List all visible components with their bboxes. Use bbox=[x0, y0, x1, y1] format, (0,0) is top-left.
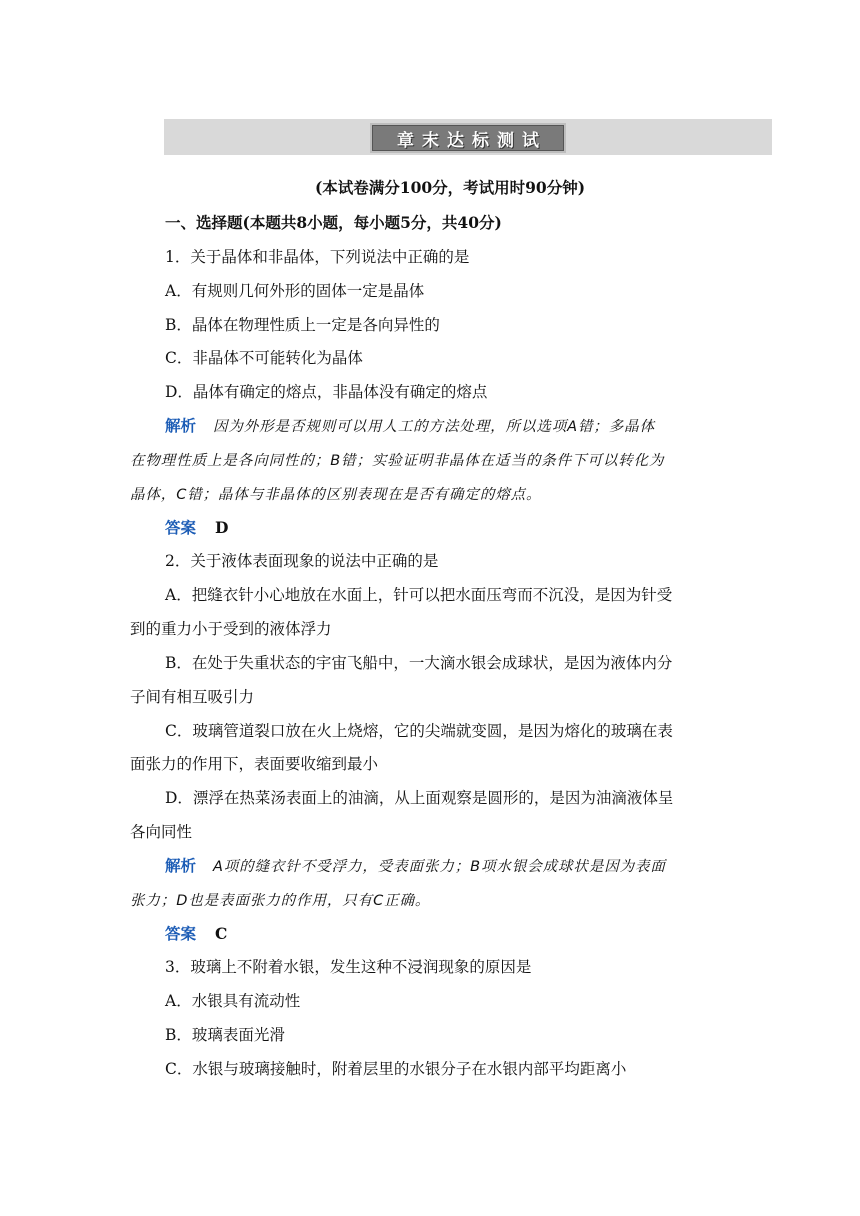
question-2-option-c: C．玻璃管道裂口放在火上烧熔，它的尖端就变圆，是因为熔化的玻璃在表 bbox=[165, 722, 673, 740]
question-1-stem: 1．关于晶体和非晶体，下列说法中正确的是 bbox=[165, 248, 470, 266]
question-3-option-c: C．水银与玻璃接触时，附着层里的水银分子在水银内部平均距离小 bbox=[165, 1060, 627, 1078]
question-1-option-c: C．非晶体不可能转化为晶体 bbox=[165, 349, 363, 367]
question-2-analysis-line bbox=[130, 888, 740, 913]
analysis-text: 因为外形是否规则可以用人工的方法处理，所以选项A错；多晶体 bbox=[212, 419, 655, 435]
exam-subtitle: (本试卷满分100分，考试用时90分钟) bbox=[314, 178, 586, 197]
question-3-option-b: B．玻璃表面光滑 bbox=[165, 1026, 285, 1044]
question-2-answer bbox=[165, 922, 775, 946]
banner-title-box bbox=[370, 123, 566, 153]
question-2-option-c-cont: 面张力的作用下，表面要收缩到最小 bbox=[130, 755, 379, 773]
question-1-option-b: B．晶体在物理性质上一定是各向异性的 bbox=[165, 316, 440, 334]
analysis-text: A项的缝衣针不受浮力，受表面张力；B项水银会成球状是因为表面 bbox=[212, 859, 666, 875]
question-2-option-b: B．在处于失重状态的宇宙飞船中，一大滴水银会成球状，是因为液体内分 bbox=[165, 654, 673, 672]
analysis-text: 在物理性质上是各向同性的；B错；实验证明非晶体在适当的条件下可以转化为 bbox=[130, 453, 665, 469]
answer-value: D bbox=[214, 518, 229, 537]
question-1-analysis-line bbox=[165, 414, 775, 439]
question-2-option-b-cont: 子间有相互吸引力 bbox=[130, 688, 255, 706]
question-1-option-a: A．有规则几何外形的固体一定是晶体 bbox=[165, 282, 425, 300]
section-heading: 一、选择题(本题共8小题，每小题5分，共40分) bbox=[165, 213, 502, 232]
answer-label: 答案 bbox=[165, 924, 197, 943]
analysis-text: 晶体，C错；晶体与非晶体的区别表现在是否有确定的熔点。 bbox=[130, 487, 542, 503]
question-2-option-d: D．漂浮在热菜汤表面上的油滴，从上面观察是圆形的，是因为油滴液体呈 bbox=[165, 789, 674, 807]
analysis-label: 解析 bbox=[165, 416, 197, 435]
analysis-text: 张力；D也是表面张力的作用，只有C正确。 bbox=[130, 893, 431, 909]
chapter-banner bbox=[164, 119, 772, 155]
question-2-option-a: A．把缝衣针小心地放在水面上，针可以把水面压弯而不沉没，是因为针受 bbox=[165, 586, 673, 604]
analysis-label: 解析 bbox=[165, 856, 197, 875]
question-2-option-d-cont: 各向同性 bbox=[130, 823, 193, 841]
question-1-analysis-line bbox=[130, 482, 740, 507]
question-2-stem: 2．关于液体表面现象的说法中正确的是 bbox=[165, 552, 439, 570]
question-3-option-a: A．水银具有流动性 bbox=[165, 992, 301, 1010]
answer-label: 答案 bbox=[165, 518, 197, 537]
banner-title: 章末达标测试 bbox=[397, 130, 547, 151]
question-3-stem: 3．玻璃上不附着水银，发生这种不浸润现象的原因是 bbox=[165, 958, 532, 976]
question-1-option-d: D．晶体有确定的熔点，非晶体没有确定的熔点 bbox=[165, 383, 488, 401]
answer-value: C bbox=[214, 924, 228, 943]
question-2-analysis-line bbox=[165, 854, 775, 879]
question-1-answer bbox=[165, 516, 775, 540]
question-1-analysis-line bbox=[130, 448, 740, 473]
question-2-option-a-cont: 到的重力小于受到的液体浮力 bbox=[130, 620, 332, 638]
